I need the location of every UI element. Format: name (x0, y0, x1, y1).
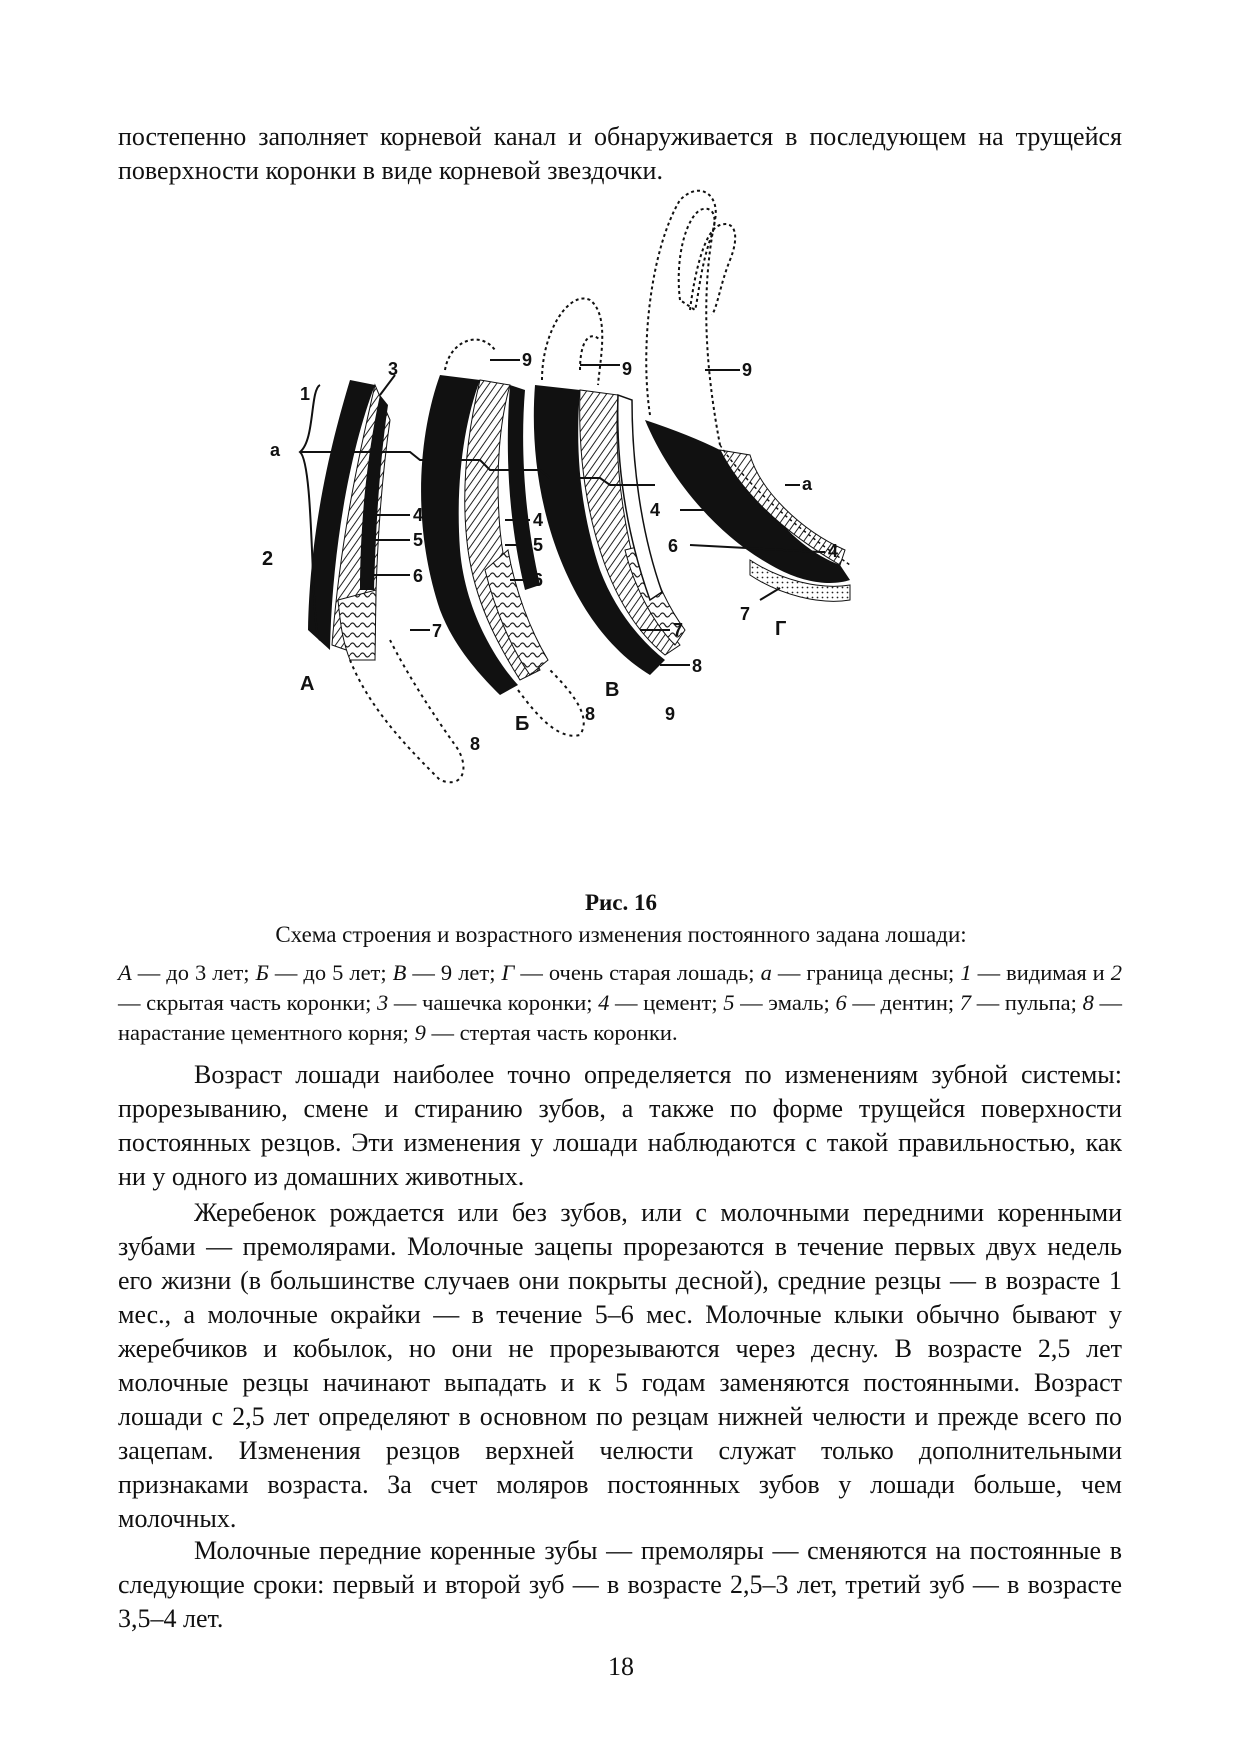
figure-legend (118, 958, 1122, 1048)
label-7-v: 7 (673, 620, 684, 640)
label-4-g-right: 4 (828, 541, 839, 561)
paragraph-1: Возраст лошади наиболее точно определяется по изменениям зубной системы: прорезыванию, смене и стиранию зубов, а также по форме трущейся поверхности постоянных резцов. Эти изменения у лошади наблюдаются с такой правильностью, как ни у одного из домашних животных. (118, 1060, 1122, 1191)
legend-key: 6 (835, 990, 847, 1015)
paragraph-3: Молочные передние коренные зубы — премоляры — сменяются на постоянные в следующие сроки: первый и второй зуб — в возрасте 2,5–3 лет, третий зуб — в возрасте 3,5–4 лет. (118, 1536, 1122, 1633)
paragraph-intro: постепенно заполняет корневой канал и обнаруживается в последующем на трущейся поверхности коронки в виде корневой звездочки. (118, 122, 1122, 185)
label-5-b: 5 (533, 535, 544, 555)
legend-key: 1 (960, 960, 972, 985)
label-tooth-b: Б (515, 713, 530, 735)
legend-key: а (760, 960, 772, 985)
legend-key: 3 (377, 990, 389, 1015)
legend-desc: — стертая часть коронки. (425, 1020, 678, 1045)
legend-key: 9 (414, 1020, 426, 1045)
legend-desc: — пульпа; (971, 990, 1083, 1015)
label-gum-a: а (270, 440, 281, 460)
label-4-g: 4 (650, 500, 661, 520)
tooth-v (534, 298, 685, 675)
label-4-a: 4 (413, 505, 424, 525)
legend-key: Г (501, 960, 515, 985)
label-8-b: 8 (585, 704, 596, 724)
label-9-g: 9 (742, 360, 753, 380)
legend-key: В (392, 960, 407, 985)
label-9-b: 9 (522, 350, 533, 370)
legend-desc: — до 3 лет; (131, 960, 256, 985)
legend-desc: — эмаль; (734, 990, 836, 1015)
page-number: 18 (608, 1652, 634, 1681)
label-3: 3 (388, 359, 399, 379)
label-tooth-a: А (300, 673, 315, 695)
label-6-g: 6 (668, 536, 679, 556)
legend-desc: — дентин; (846, 990, 960, 1015)
legend-desc: — скрытая часть коронки; (118, 990, 378, 1015)
label-9-v-bottom: 9 (665, 704, 676, 724)
legend-desc: — до 5 лет; (268, 960, 393, 985)
label-4-b: 4 (533, 510, 544, 530)
legend-desc: — 9 лет; (406, 960, 502, 985)
label-6-b: 6 (533, 570, 544, 590)
legend-desc: — нарастание цементного корня; (118, 990, 1122, 1045)
label-8-v: 8 (692, 656, 703, 676)
figure-caption-subtitle: Схема строения и возрастного изменения постоянного задана лошади: (275, 922, 967, 947)
legend-desc: — граница десны; (771, 960, 961, 985)
legend-key: А (118, 960, 132, 985)
label-gum-g: а (802, 474, 813, 494)
legend-desc: — видимая и (971, 960, 1111, 985)
label-tooth-v: В (605, 679, 620, 701)
figure-caption-title: Рис. 16 (584, 890, 657, 915)
legend-desc: — цемент; (609, 990, 724, 1015)
legend-key: 2 (1110, 960, 1122, 985)
label-1: 1 (300, 384, 311, 404)
label-7-a: 7 (432, 621, 443, 641)
label-tooth-g: Г (775, 618, 787, 640)
label-5-a: 5 (413, 530, 424, 550)
legend-desc: — чашечка коронки; (388, 990, 599, 1015)
legend-key: 5 (723, 990, 735, 1015)
legend-desc: — очень старая лошадь; (514, 960, 761, 985)
label-2: 2 (262, 548, 274, 570)
legend-key: 7 (959, 990, 972, 1015)
paragraph-2: Жеребенок рождается или без зубов, или с молочными передними коренными зубами — премолярами. Молочные зацепы прорезаются в течение первых двух недель его жизни (в большинстве случаев они покрыты десной), средние резцы — в возрасте 1 мес., а молочные окрайки — в течение 5–6 мес. Молочные клыки обычно бывают у жеребчиков и кобылок, но они не прорезываются через десну. В возрасте 2,5 лет молочные резцы начинают выпадать и к 5 годам заменяются постоянными. Возраст лошади с 2,5 лет определяют в основном по резцам нижней челюсти и прежде всего по зацепам. Изменения резцов верхней челюсти служат только дополнительными признаками возраста. За счет моляров постоянных зубов у лошади больше, чем молочных. (118, 1198, 1122, 1533)
label-6-a: 6 (413, 566, 424, 586)
legend-key: 4 (598, 990, 610, 1015)
label-8-a: 8 (470, 734, 481, 754)
label-9-v: 9 (622, 359, 633, 379)
legend-key: Б (255, 960, 269, 985)
legend-key: 8 (1082, 990, 1094, 1015)
tooth-diagram (262, 190, 980, 880)
label-7-g: 7 (740, 604, 751, 624)
